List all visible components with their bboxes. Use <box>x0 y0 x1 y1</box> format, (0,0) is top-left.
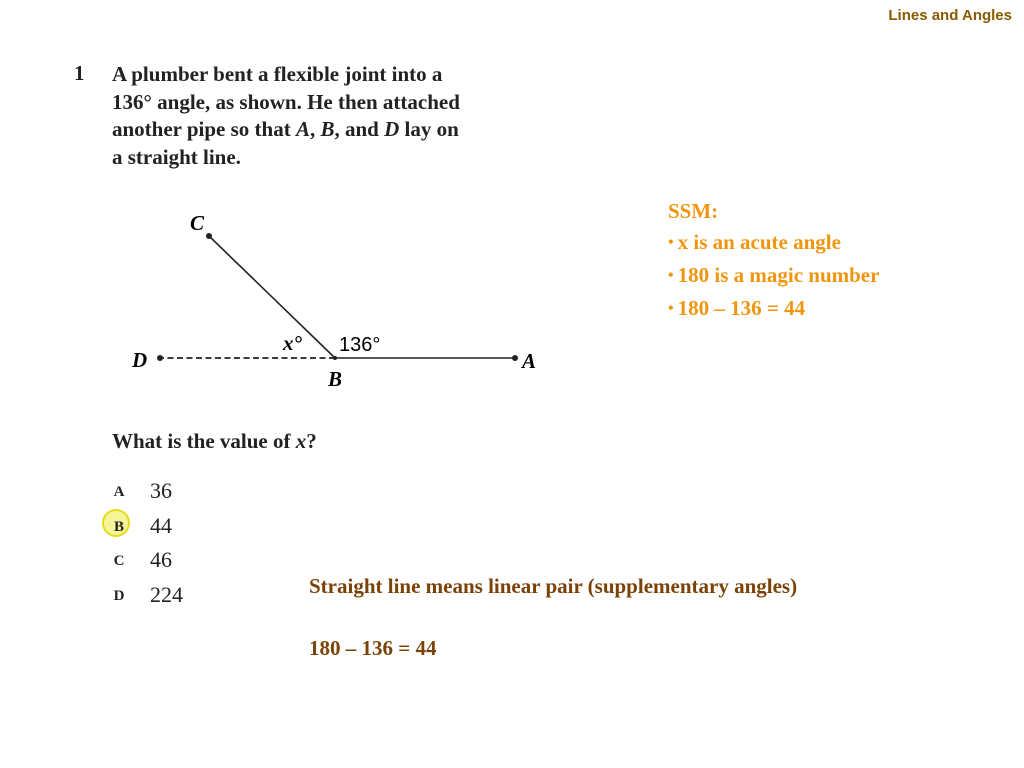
prompt-end: ? <box>306 429 317 453</box>
choice-d[interactable] <box>112 582 252 617</box>
ssm-title: SSM: <box>668 199 719 223</box>
point-a-dot <box>512 355 518 361</box>
label-angle-136: 136° <box>339 334 381 356</box>
ray-bc <box>209 236 335 358</box>
ssm-bullet-list <box>668 227 879 326</box>
choice-d-value: 224 <box>150 581 183 607</box>
stem-comma-1: , <box>309 117 321 141</box>
stem-var-a: A <box>295 117 310 141</box>
stem-comma-and: , and <box>334 117 385 141</box>
stem-line-1: A plumber bent a flexible joint into a <box>112 62 443 86</box>
choice-a-letter: A <box>113 484 125 500</box>
explanation-line-1: Straight line means linear pair (supplementary angles) <box>309 574 798 598</box>
choice-d-letter: D <box>113 587 125 604</box>
ssm-bullet: • 180 – 136 = 44 <box>668 293 879 326</box>
label-point-d: D <box>132 348 148 372</box>
answer-choices <box>112 478 252 616</box>
prompt-text: What is the value of <box>112 429 296 453</box>
choice-a[interactable] <box>112 478 252 513</box>
point-b-dot <box>333 356 337 360</box>
explanation-line-2: 180 – 136 = 44 <box>309 636 437 660</box>
label-point-b: B <box>328 367 343 391</box>
choice-c-letter: C <box>113 553 125 569</box>
question-number: 1 <box>74 61 85 85</box>
ssm-bullet: • 180 is a magic number <box>668 260 879 293</box>
choice-b[interactable] <box>112 513 252 548</box>
prompt-var-x: x <box>295 429 307 453</box>
point-d-dot <box>157 355 163 361</box>
stem-line-4: a straight line. <box>112 144 241 169</box>
ssm-bullet: • x is an acute angle <box>668 227 879 260</box>
point-c-dot <box>206 233 212 239</box>
label-angle-x: x° <box>283 331 302 355</box>
choice-c[interactable] <box>112 547 252 582</box>
choice-b-value: 44 <box>150 512 172 538</box>
explanation <box>309 571 797 664</box>
label-point-c: C <box>190 211 205 235</box>
label-point-a: A <box>522 349 537 373</box>
stem-var-b: B <box>320 117 335 141</box>
stem-line-2: 136° angle, as shown. He then attached <box>112 89 460 114</box>
choice-b-letter: B <box>113 518 124 535</box>
stem-line-3-end: lay on <box>399 117 459 141</box>
ssm-note <box>668 196 879 326</box>
slide-title: Lines and Angles <box>888 7 1012 24</box>
stem-var-d: D <box>384 117 400 141</box>
choice-a-value: 36 <box>150 478 172 503</box>
stem-line-3-start: another pipe so that <box>112 117 296 141</box>
question-prompt <box>112 429 317 454</box>
choice-c-value: 46 <box>150 547 172 572</box>
